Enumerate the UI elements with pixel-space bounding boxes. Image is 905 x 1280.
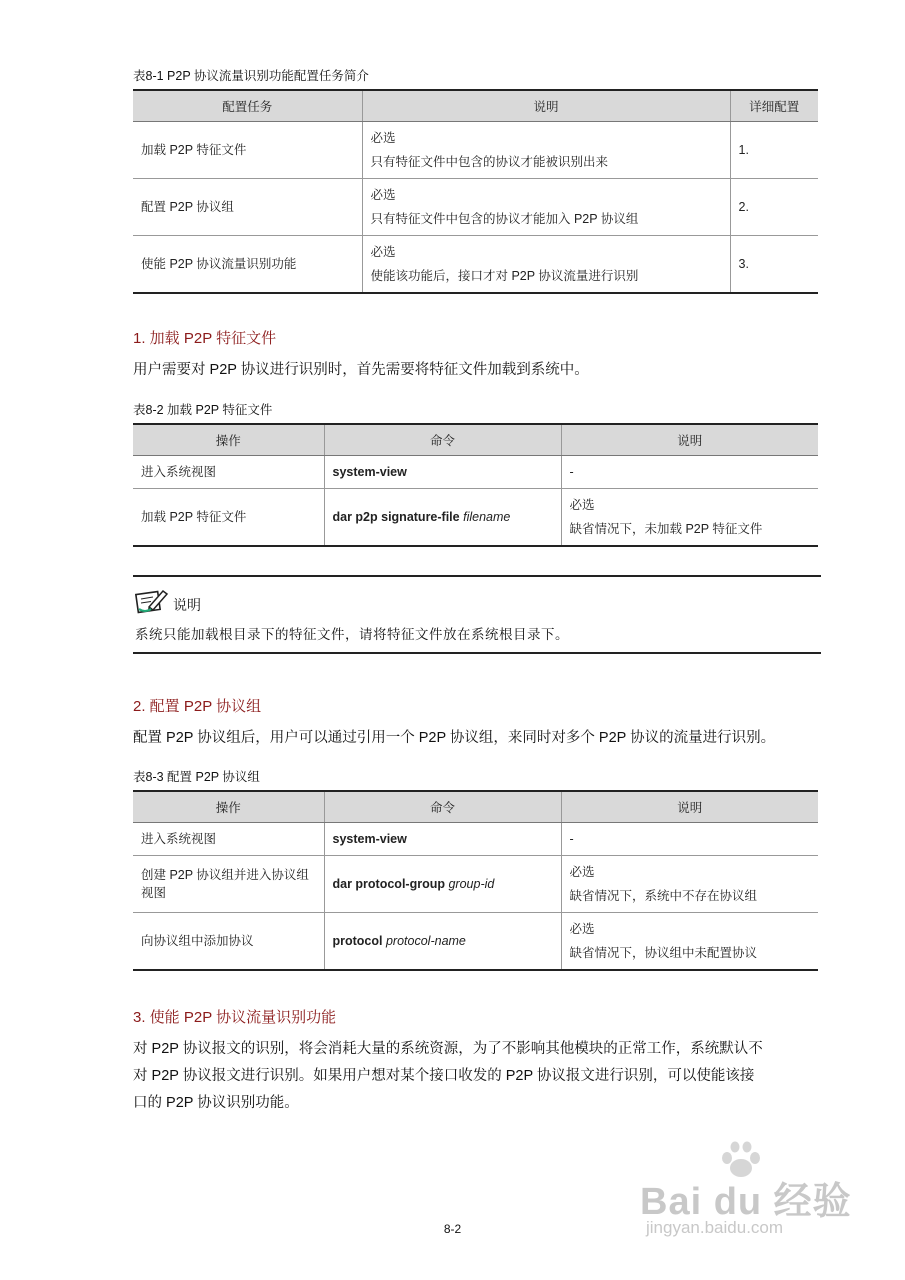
command-keyword: system-view xyxy=(332,832,407,846)
desc-text: 只有特征文件中包含的协议才能加入 P2P 协议组 xyxy=(370,212,639,226)
required-label: 必选 xyxy=(370,131,396,145)
section2-heading: 2. 配置 P2P 协议组 xyxy=(133,698,262,715)
table2-op-cell: 加载 P2P 特征文件 xyxy=(133,489,324,547)
table3-desc-cell xyxy=(561,856,818,913)
table1-desc-cell xyxy=(362,179,730,236)
table3-cmd-cell xyxy=(324,823,561,856)
table-row xyxy=(133,489,818,547)
table1-task-cell: 配置 P2P 协议组 xyxy=(133,179,362,236)
table-row xyxy=(133,913,818,971)
desc-text: 使能该功能后，接口才对 P2P 协议流量进行识别 xyxy=(370,269,639,283)
table2-desc-cell xyxy=(561,489,818,547)
note-pencil-icon xyxy=(135,585,169,615)
table3-desc-cell: - xyxy=(561,823,818,856)
command-argument: filename xyxy=(463,510,511,524)
command-keyword: system-view xyxy=(332,465,407,479)
table3-header-row xyxy=(133,791,818,823)
table2-cmd-cell xyxy=(324,489,561,547)
table1-header-task: 配置任务 xyxy=(133,90,362,122)
command-keyword: dar protocol-group xyxy=(332,877,445,891)
command-keyword: dar p2p signature-file xyxy=(332,510,460,524)
section3-line: 对 P2P 协议报文的识别，将会消耗大量的系统资源，为了不影响其他模块的正常工作，系统默认不 xyxy=(133,1041,763,1057)
table1-desc-cell xyxy=(362,236,730,294)
table3-op-cell: 创建 P2P 协议组并进入协议组视图 xyxy=(133,856,324,913)
table1-task-cell: 使能 P2P 协议流量识别功能 xyxy=(133,236,362,294)
table2-op-cell: 进入系统视图 xyxy=(133,456,324,489)
table3-desc-cell xyxy=(561,913,818,971)
table3-header-cmd: 命令 xyxy=(324,791,561,823)
table-row xyxy=(133,179,818,236)
table1-ref-cell: 3. xyxy=(730,236,818,294)
desc-text: 缺省情况下，未加载 P2P 特征文件 xyxy=(569,522,763,536)
table-row xyxy=(133,236,818,294)
table1-header-ref: 详细配置 xyxy=(730,90,818,122)
desc-text: 缺省情况下，协议组中未配置协议 xyxy=(569,946,758,960)
section3-heading: 3. 使能 P2P 协议流量识别功能 xyxy=(133,1009,337,1026)
required-label: 必选 xyxy=(569,865,595,879)
table3-cmd-cell xyxy=(324,856,561,913)
table3-op-cell: 进入系统视图 xyxy=(133,823,324,856)
table2-caption: 表8-2 加载 P2P 特征文件 xyxy=(133,403,273,417)
required-label: 必选 xyxy=(569,922,595,936)
desc-text: 缺省情况下，系统中不存在协议组 xyxy=(569,889,758,903)
section2-paragraph: 配置 P2P 协议组后，用户可以通过引用一个 P2P 协议组，来同时对多个 P2P 协议的流量进行识别。 xyxy=(133,730,776,746)
note-title: 说明 xyxy=(173,597,201,613)
page-number: 8-2 xyxy=(443,1222,462,1236)
required-label: 必选 xyxy=(569,498,595,512)
table3-cmd-cell xyxy=(324,913,561,971)
table1-ref-cell: 2. xyxy=(730,179,818,236)
table-row xyxy=(133,456,818,489)
table3-op-cell: 向协议组中添加协议 xyxy=(133,913,324,971)
desc-text: 只有特征文件中包含的协议才能被识别出来 xyxy=(370,155,609,169)
table3-caption: 表8-3 配置 P2P 协议组 xyxy=(133,770,260,784)
table1-header-row xyxy=(133,90,818,122)
table2-desc-cell: - xyxy=(561,456,818,489)
table-row xyxy=(133,823,818,856)
watermark-url: jingyan.baidu.com xyxy=(646,1218,784,1237)
table1-caption: 表8-1 P2P 协议流量识别功能配置任务简介 xyxy=(133,69,369,83)
section3-line: 口的 P2P 协议识别功能。 xyxy=(133,1095,299,1111)
required-label: 必选 xyxy=(370,245,396,259)
required-label: 必选 xyxy=(370,188,396,202)
section1-paragraph: 用户需要对 P2P 协议进行识别时，首先需要将特征文件加载到系统中。 xyxy=(133,362,589,378)
table2 xyxy=(133,423,818,547)
note-text: 系统只能加载根目录下的特征文件，请将特征文件放在系统根目录下。 xyxy=(135,627,569,642)
command-keyword: protocol xyxy=(332,934,383,948)
table2-header-op: 操作 xyxy=(133,424,324,456)
table3-header-op: 操作 xyxy=(133,791,324,823)
table-row xyxy=(133,122,818,179)
table1-header-desc: 说明 xyxy=(362,90,730,122)
section1-heading: 1. 加载 P2P 特征文件 xyxy=(133,330,277,347)
table-row xyxy=(133,856,818,913)
table2-cmd-cell xyxy=(324,456,561,489)
table2-header-row xyxy=(133,424,818,456)
section3-line: 对 P2P 协议报文进行识别。如果用户想对某个接口收发的 P2P 协议报文进行识别，可以使能该接 xyxy=(133,1068,755,1084)
note-box xyxy=(133,575,821,654)
table3 xyxy=(133,790,818,971)
section3-paragraph xyxy=(133,1036,833,1117)
table2-header-cmd: 命令 xyxy=(324,424,561,456)
table1 xyxy=(133,89,818,294)
watermark-brand: Bai du 经验 xyxy=(640,1181,852,1223)
table1-ref-cell: 1. xyxy=(730,122,818,179)
table1-desc-cell xyxy=(362,122,730,179)
command-argument: protocol-name xyxy=(385,934,466,948)
table1-task-cell: 加载 P2P 特征文件 xyxy=(133,122,362,179)
table3-header-desc: 说明 xyxy=(561,791,818,823)
table2-header-desc: 说明 xyxy=(561,424,818,456)
command-argument: group-id xyxy=(448,877,495,891)
